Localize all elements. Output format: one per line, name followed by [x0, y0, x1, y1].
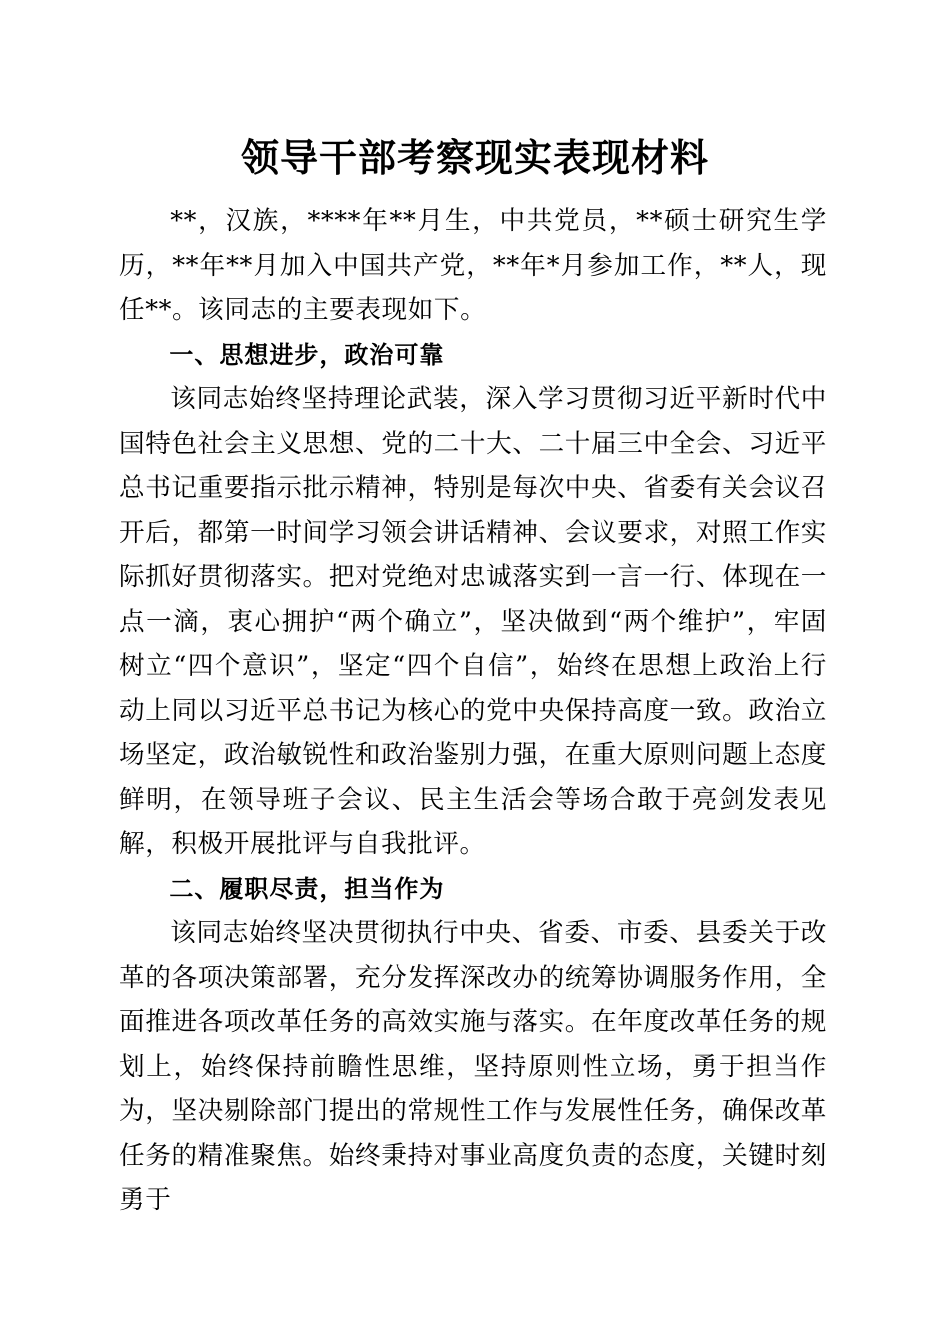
section-paragraph-1: 该同志始终坚持理论武装，深入学习贯彻习近平新时代中国特色社会主义思想、党的二十大、二十届三中全会、习近平总书记重要指示批示精神，特别是每次中央、省委有关会议召开后，都第一时间学习领会讲话精神、会议要求，对照工作实际抓好贯彻落实。把对党绝对忠诚落实到一言一行、体现在一点一滴，衷心拥护“两个确立”，坚决做到“两个维护”，牢固树立“四个意识”，坚定“四个自信”，始终在思想上政治上行动上同以习近平总书记为核心的党中央保持高度一致。政治立场坚定，政治敏锐性和政治鉴别力强，在重大原则问题上态度鲜明，在领导班子会议、民主生活会等场合敢于亮剑发表见解，积极开展批评与自我批评。 — [119, 384, 827, 859]
intro-paragraph: **，汉族，****年**月生，中共党员，**硕士研究生学历，**年**月加入中国共产党，**年*月参加工作，**人，现任**。该同志的主要表现如下。 — [119, 206, 827, 325]
document-body — [119, 199, 827, 1223]
section-paragraph-2: 该同志始终坚决贯彻执行中央、省委、市委、县委关于改革的各项决策部署，充分发挥深改办的统筹协调服务作用，全面推进各项改革任务的高效实施与落实。在年度改革任务的规划上，始终保持前瞻性思维，坚持原则性立场，勇于担当作为，坚决剔除部门提出的常规性工作与发展性任务，确保改革任务的精准聚焦。始终秉持对事业高度负责的态度，关键时刻勇于 — [119, 918, 827, 1215]
section-heading-2: 二、履职尽责，担当作为 — [169, 874, 445, 903]
document-title: 领导干部考察现实表现材料 — [240, 135, 709, 180]
section-heading-1: 一、思想进步，政治可靠 — [169, 340, 445, 369]
